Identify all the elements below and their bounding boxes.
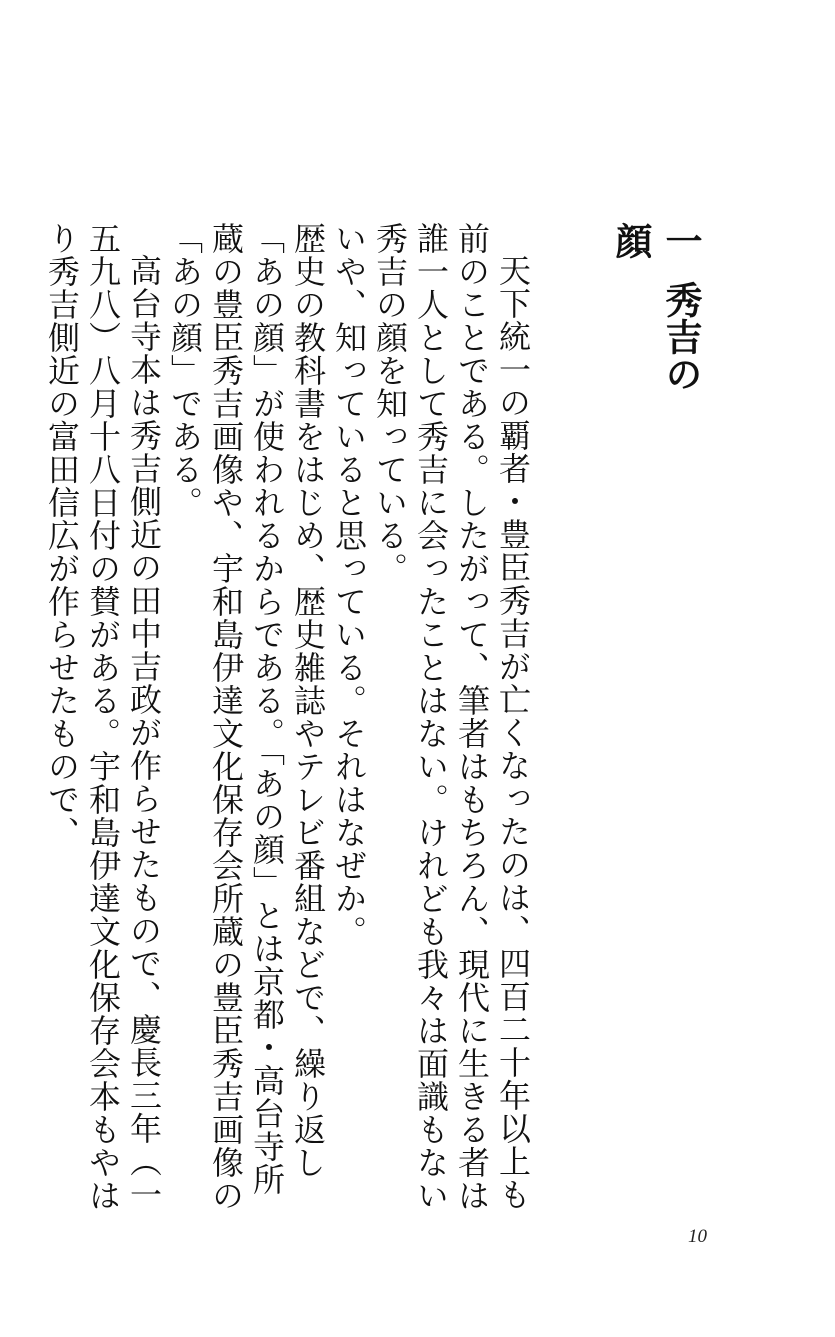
- paragraph: 歴史の教科書をはじめ、歴史雑誌やテレビ番組などで、繰り返し「あの顔」が使われるからである。「あの顔」とは京都・高台寺所蔵の豊臣秀吉画像や、宇和島伊達文化保存会所蔵の豊臣秀吉画像の「あの顔」である。: [166, 222, 327, 1212]
- paragraph: 高台寺本は秀吉側近の田中吉政が作らせたもので、慶長三年（一五九八）八月十八日付の賛がある。宇和島伊達文化保存会本もやはり秀吉側近の富田信広が作らせたもので、: [43, 222, 163, 1212]
- chapter-heading: [609, 222, 705, 422]
- chapter-number: 一: [659, 222, 702, 259]
- paragraph: いや、知っていると思っている。それはなぜか。: [330, 222, 368, 948]
- paragraph: 天下統一の覇者・豊臣秀吉が亡くなったのは、四百二十年以上も前のことである。したがって、筆者はもちろん、現代に生きる者は誰一人として秀吉に会ったことはない。けれども我々は面識もない秀吉の顔を知っている。: [371, 222, 532, 1212]
- chapter-title: 秀吉の顔: [609, 222, 702, 392]
- body-text: [43, 222, 533, 1222]
- page-number: 10: [688, 1226, 707, 1247]
